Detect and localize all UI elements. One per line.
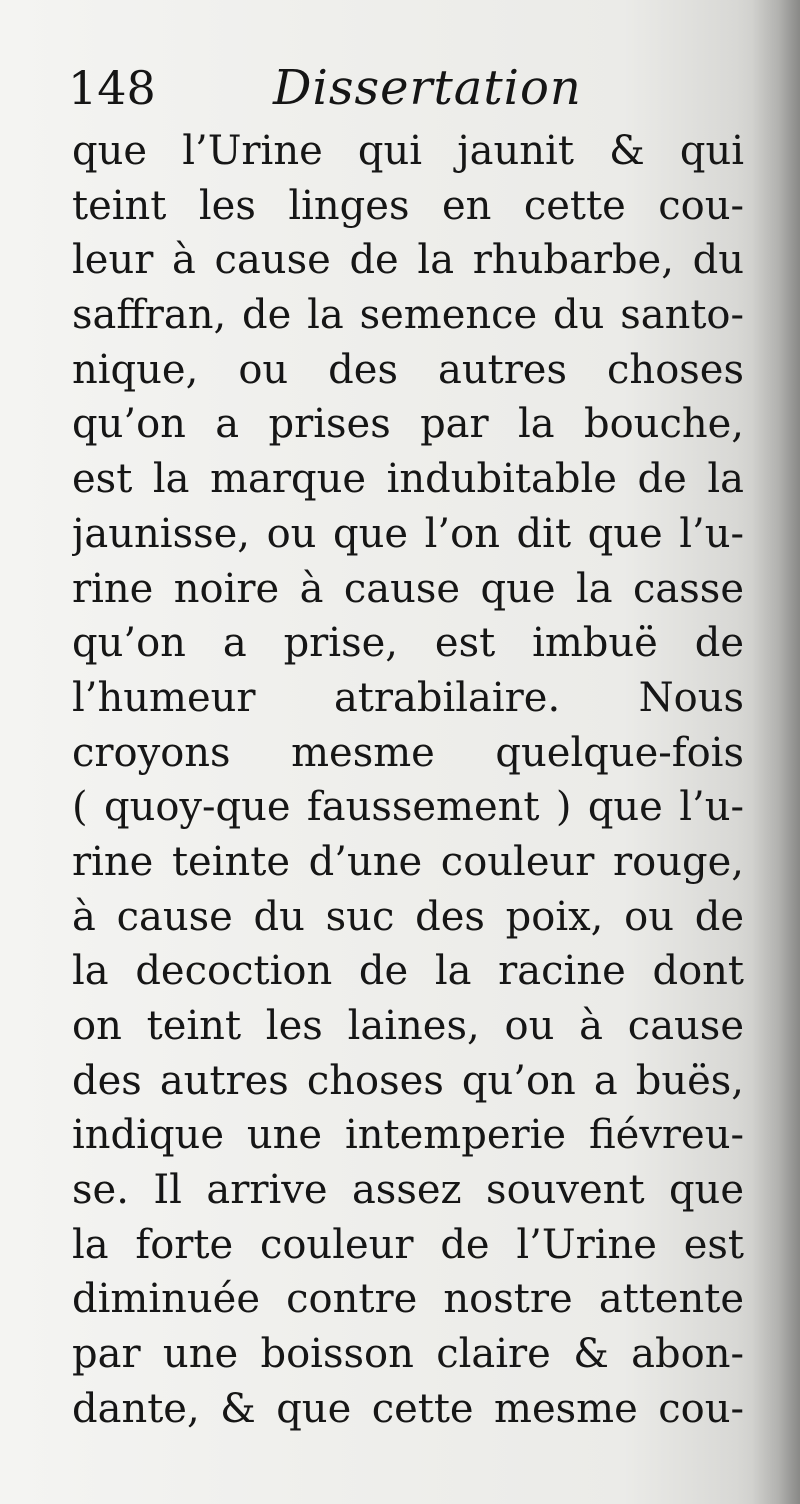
text-line: la decoction de la racine dont <box>72 948 744 995</box>
text-line: diminuée contre nostre attente <box>72 1276 744 1323</box>
text-line: ( quoy-que faussement ) que l’u- <box>72 784 744 831</box>
text-line: jaunisse, ou que l’on dit que l’u- <box>72 510 744 557</box>
page-edge-shadow <box>752 0 800 1504</box>
text-line: croyons mesme quelque-fois <box>72 729 744 776</box>
text-line: saffran, de la semence du santo- <box>72 292 744 339</box>
text-line: l’humeur atrabilaire. Nous <box>72 674 744 721</box>
text-line: se. Il arrive assez souvent que <box>72 1167 744 1214</box>
page-number: 148 <box>68 61 156 115</box>
text-line: rine teinte d’une couleur rouge, <box>72 838 744 885</box>
text-line: leur à cause de la rhubarbe, du <box>72 237 744 284</box>
text-line: teint les linges en cette cou- <box>72 182 744 229</box>
text-line: des autres choses qu’on a buës, <box>72 1057 744 1104</box>
text-line: qu’on a prise, est imbuë de <box>72 620 744 667</box>
body-text <box>72 124 744 1437</box>
text-line: la forte couleur de l’Urine est <box>72 1221 744 1268</box>
text-line: on teint les laines, ou à cause <box>72 1003 744 1049</box>
text-line: que l’Urine qui jaunit & qui <box>72 128 744 174</box>
page-header <box>68 58 748 128</box>
running-head: Dissertation <box>273 60 582 116</box>
text-line: est la marque indubitable de la <box>72 456 744 503</box>
text-line: indique une intemperie fiévreu- <box>72 1112 744 1159</box>
text-line: rine noire à cause que la casse <box>72 565 744 612</box>
text-line: qu’on a prises par la bouche, <box>72 401 744 448</box>
text-line: à cause du suc des poix, ou de <box>72 893 744 940</box>
text-line: par une boisson claire & abon- <box>72 1331 744 1378</box>
text-line: dante, & que cette mesme cou- <box>72 1385 744 1432</box>
text-line: nique, ou des autres choses <box>72 346 744 393</box>
